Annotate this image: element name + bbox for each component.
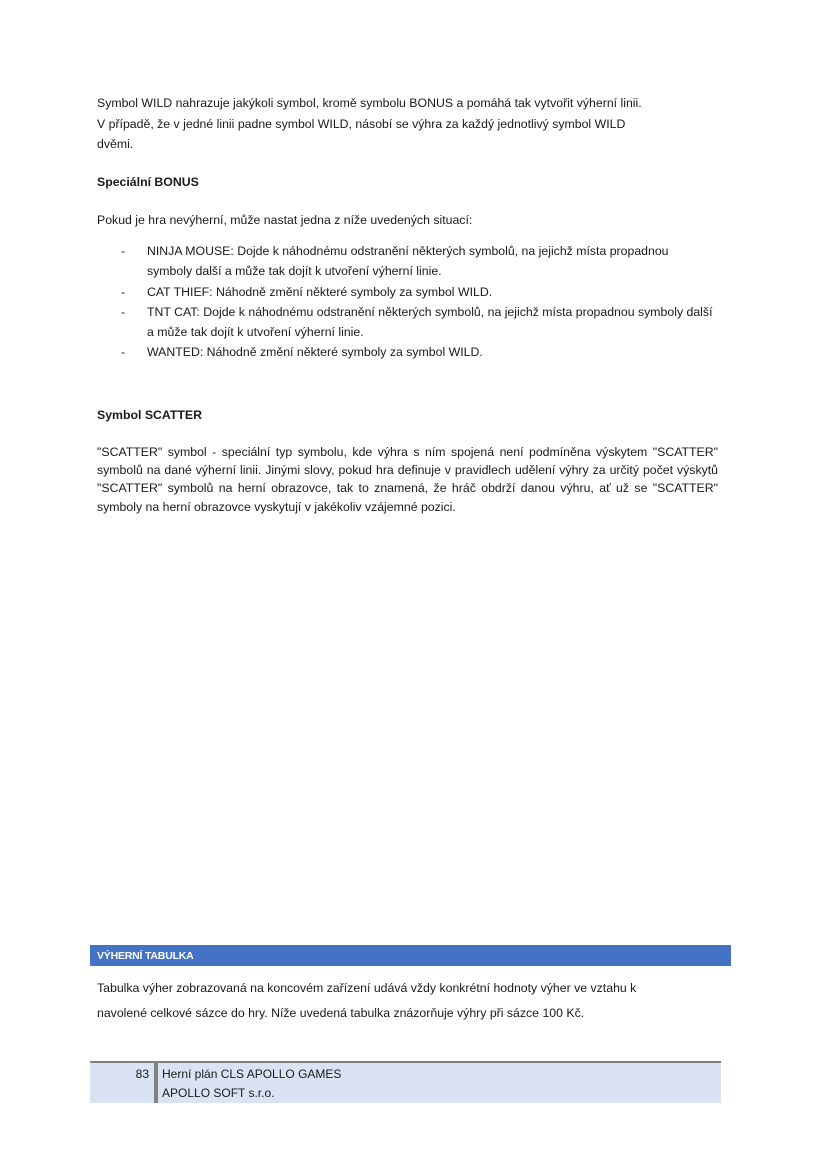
bonus-heading: Speciální BONUS [97,175,199,189]
bullet-dash: - [121,284,126,299]
bullet-dash: - [121,304,126,319]
wild-line: dvěmi. [97,137,134,151]
footer-divider [154,1063,158,1103]
bonus-intro: Pokud je hra nevýherní, může nastat jedna z níže uvedených situací: [97,213,473,227]
wild-line: Symbol WILD nahrazuje jakýkoli symbol, kromě symbolu BONUS a pomáhá tak vytvořit výherní linii. [97,96,642,110]
scatter-paragraph: "SCATTER" symbol - speciální typ symbolu, kde výhra s ním spojená není podmíněna výskytem "SCATTER" symbolů na dané výherní linii. Jinými slovy, pokud hra definuje v pravidlech udělení výhry za určitý počet výskytů "SCATTER" symbolů na herní obrazovce, tak to znamená, že hráč obdrží danou výhru, ať už se "SCATTER" symboly na herní obrazovce vyskytují v jakékoliv vzájemné pozici. [97,445,718,514]
page-footer [90,1061,721,1103]
section-header-bar [90,945,731,966]
section-line: Tabulka výher zobrazovaná na koncovém zařízení udává vždy konkrétní hodnoty výher ve vztahu k [97,981,637,995]
list-item: - TNT CAT: Dojde k náhodnému odstranění některých symbolů, na jejichž místa propadnou symboly další a může tak dojít k utvoření výherní linie. [97,302,737,343]
bullet-dash: - [121,244,126,258]
list-item: - NINJA MOUSE: Dojde k náhodnému odstranění některých symbolů, na jejichž místa propadnou symboly další a může tak dojít k utvoření výherní linie. [97,241,737,282]
wild-line: V případě, že v jedné linii padne symbol WILD, násobí se výhra za každý jednotlivý symbol WILD [97,116,626,131]
list-item: - WANTED: Náhodně změní některé symboly za symbol WILD. [97,342,737,362]
footer-title: Herní plán CLS APOLLO GAMES [162,1067,342,1081]
page-number: 83 [135,1067,149,1081]
footer-company: APOLLO SOFT s.r.o. [162,1086,275,1100]
bullet-dash: - [121,345,126,360]
section-paragraph [97,976,636,1026]
section-line: navolené celkové sázce do hry. Níže uvedená tabulka znázorňuje výhry při sázce 100 Kč. [97,1006,585,1020]
wild-paragraph [97,93,642,155]
list-item: - CAT THIEF: Náhodně změní některé symboly za symbol WILD. [97,282,737,302]
scatter-heading: Symbol SCATTER [97,408,202,422]
section-title: VÝHERNÍ TABULKA [97,950,194,962]
bonus-list [97,241,737,363]
